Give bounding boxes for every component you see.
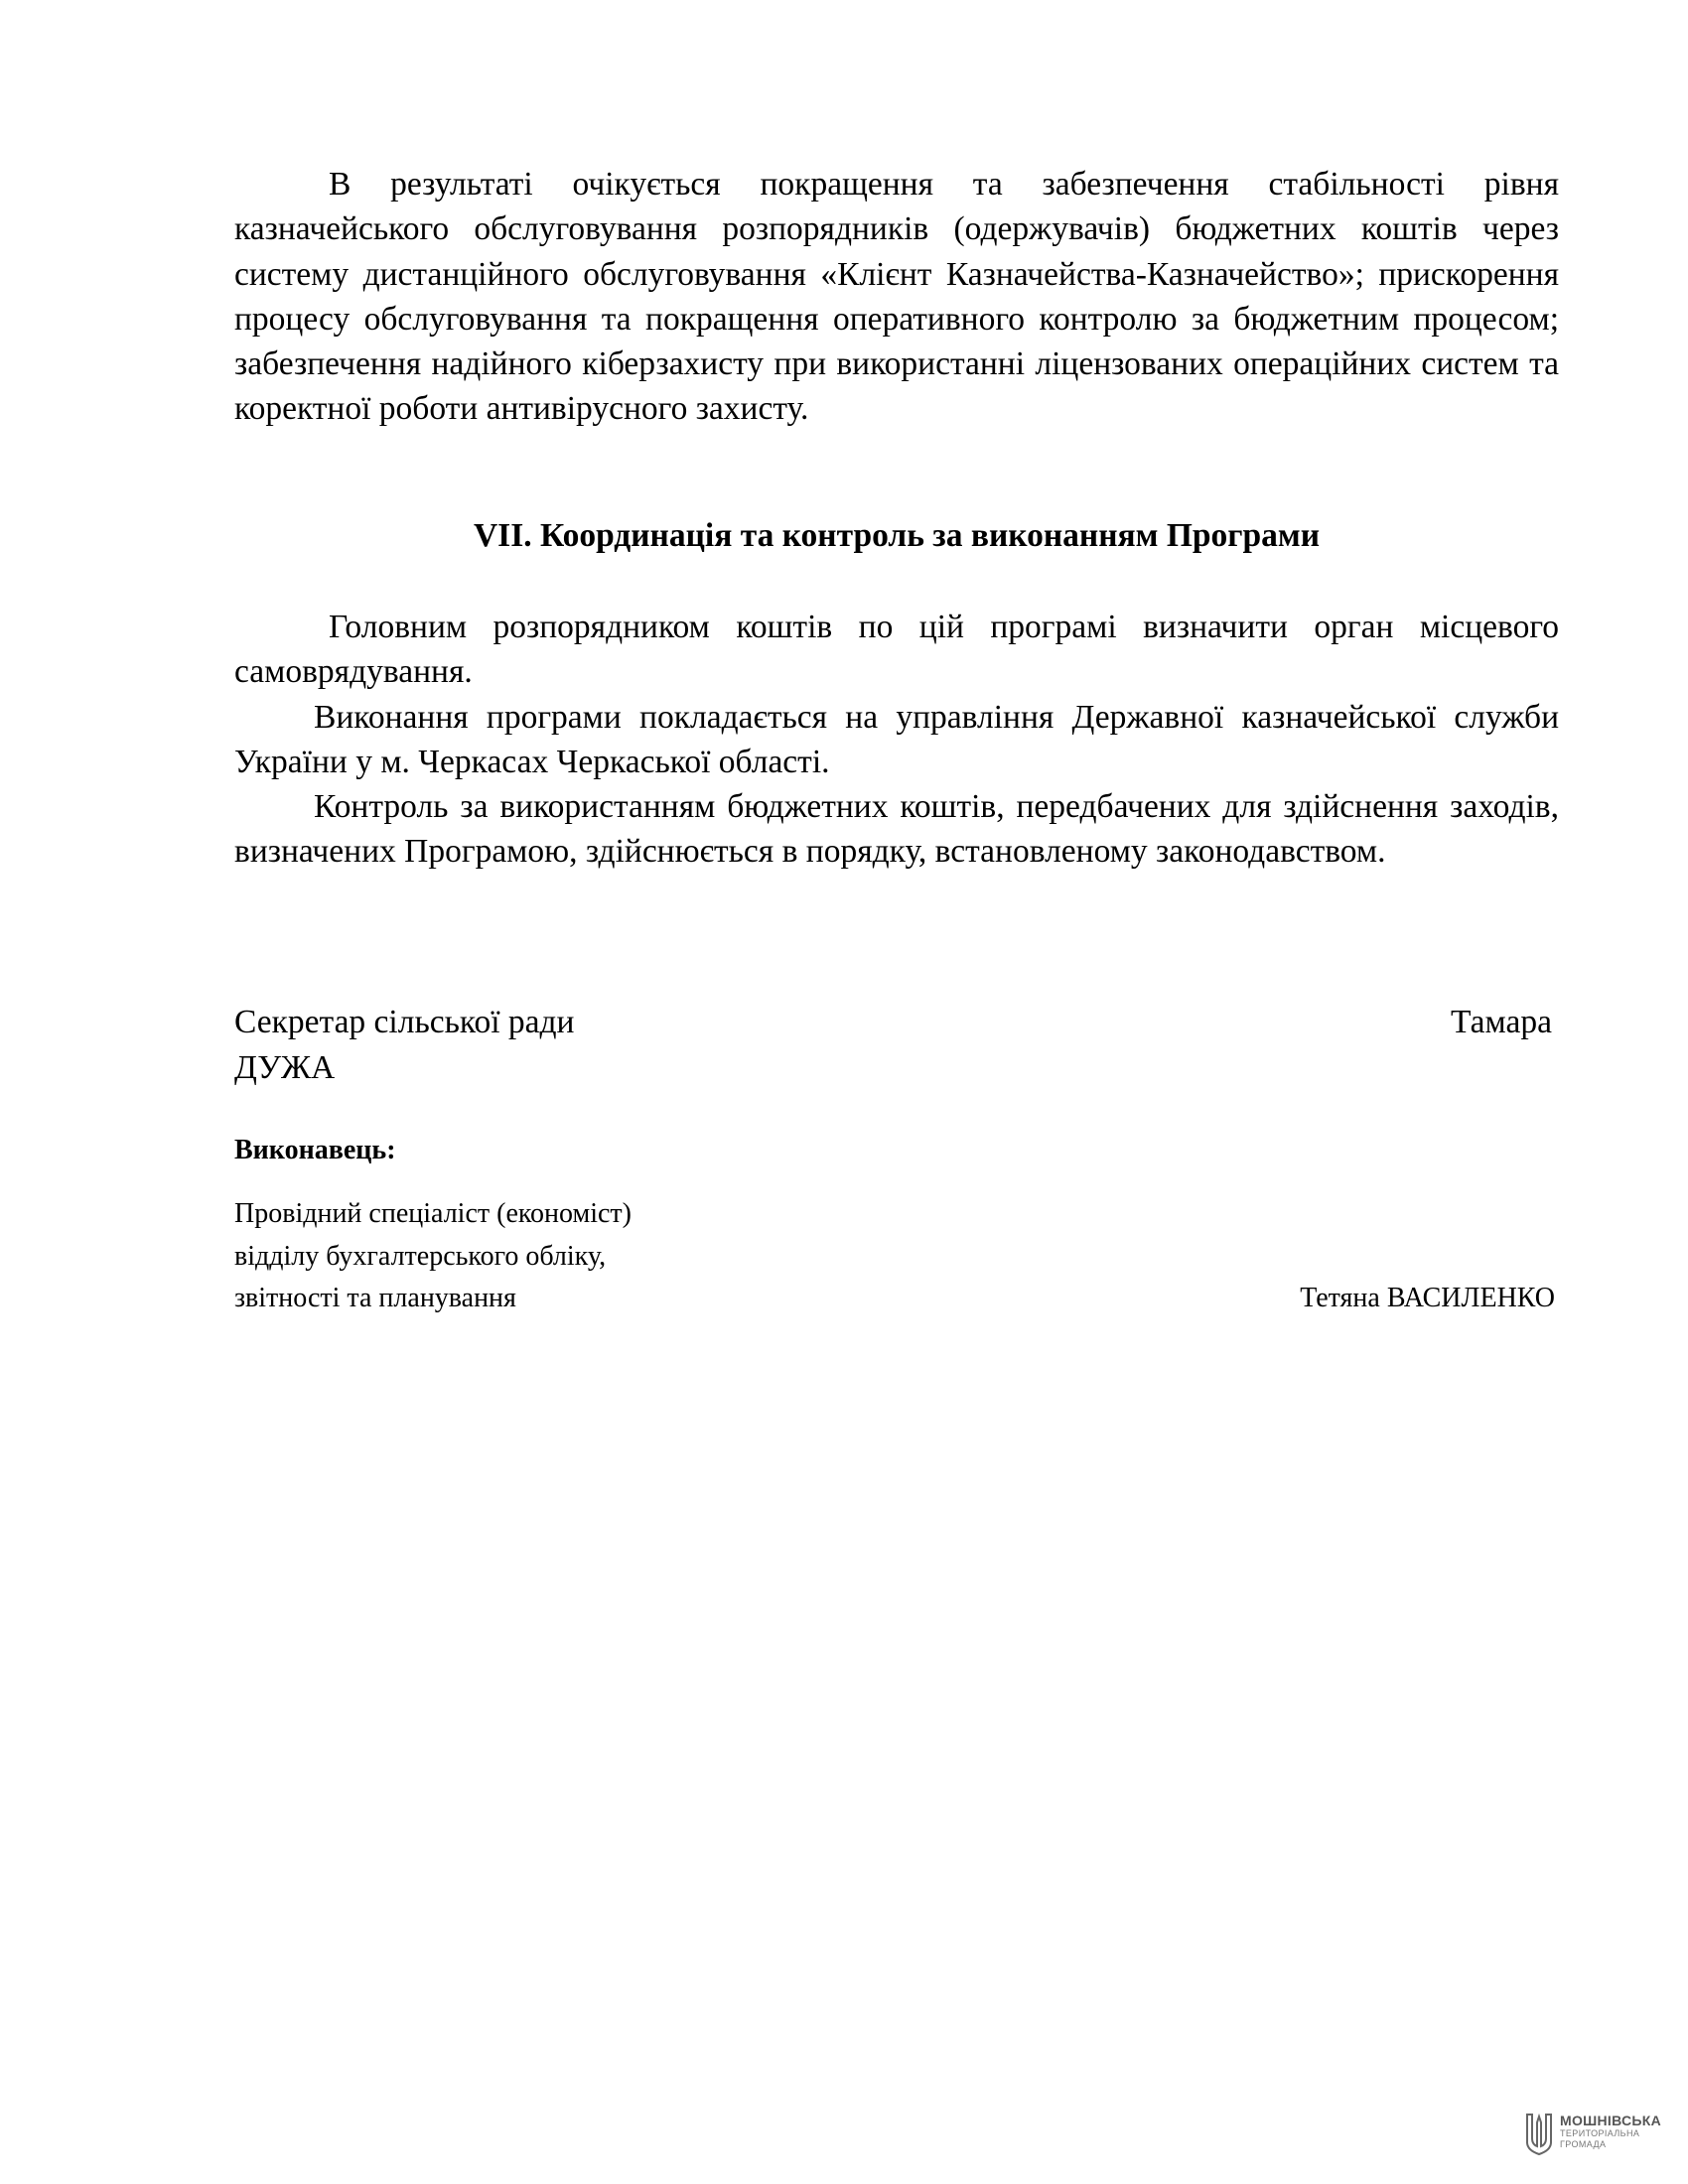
- intro-section: [234, 162, 1559, 432]
- executor-position-line: відділу бухгалтерського обліку,: [234, 1241, 607, 1272]
- section-heading: VII. Координація та контроль за виконанням Програми: [473, 517, 1321, 554]
- community-logo: [1524, 2113, 1688, 2172]
- logo-text: [1560, 2113, 1661, 2150]
- executor-name: Тетяна ВАСИЛЕНКО: [1300, 1283, 1555, 1313]
- logo-line-2: ТЕРИТОРІАЛЬНА: [1560, 2128, 1640, 2138]
- section-body: [234, 605, 1559, 875]
- logo-line-1: МОШНІВСЬКА: [1560, 2113, 1662, 2128]
- executor-heading: Виконавець:: [234, 1135, 396, 1165]
- signature-last-name: ДУЖА: [234, 1049, 336, 1086]
- logo-line-3: ГРОМАДА: [1560, 2139, 1607, 2149]
- signature-first-name: Тамара: [1451, 1004, 1552, 1040]
- section-paragraph: Виконання програми покладається на управління Державної казначейської служби України у м. Черкасах Черкаської області.: [234, 698, 1559, 780]
- executor-position-line: звітності та планування: [234, 1283, 516, 1313]
- trident-icon: [1524, 2113, 1554, 2156]
- section-paragraph: Головним розпорядником коштів по цій програмі визначити орган місцевого самоврядування.: [234, 609, 1559, 691]
- signature-title: Секретар сільської ради: [234, 1004, 575, 1040]
- intro-paragraph: В результаті очікується покращення та забезпечення стабільності рівня казначейського обслуговування розпорядників (одержувачів) бюджетних коштів через систему дистанційного обслуговування «Клієнт Казначейства-Казначейство»; прискорення процесу обслуговування та покращення оперативного контролю за бюджетним процесом; забезпечення надійного кіберзахисту при використанні ліцензованих операційних систем та коректної роботи антивірусного захисту.: [234, 166, 1559, 428]
- section-paragraph: Контроль за використанням бюджетних коштів, передбачених для здійснення заходів, визначених Програмою, здійснюється в порядку, встановленому законодавством.: [234, 788, 1559, 871]
- executor-position-line: Провідний спеціаліст (економіст): [234, 1198, 632, 1229]
